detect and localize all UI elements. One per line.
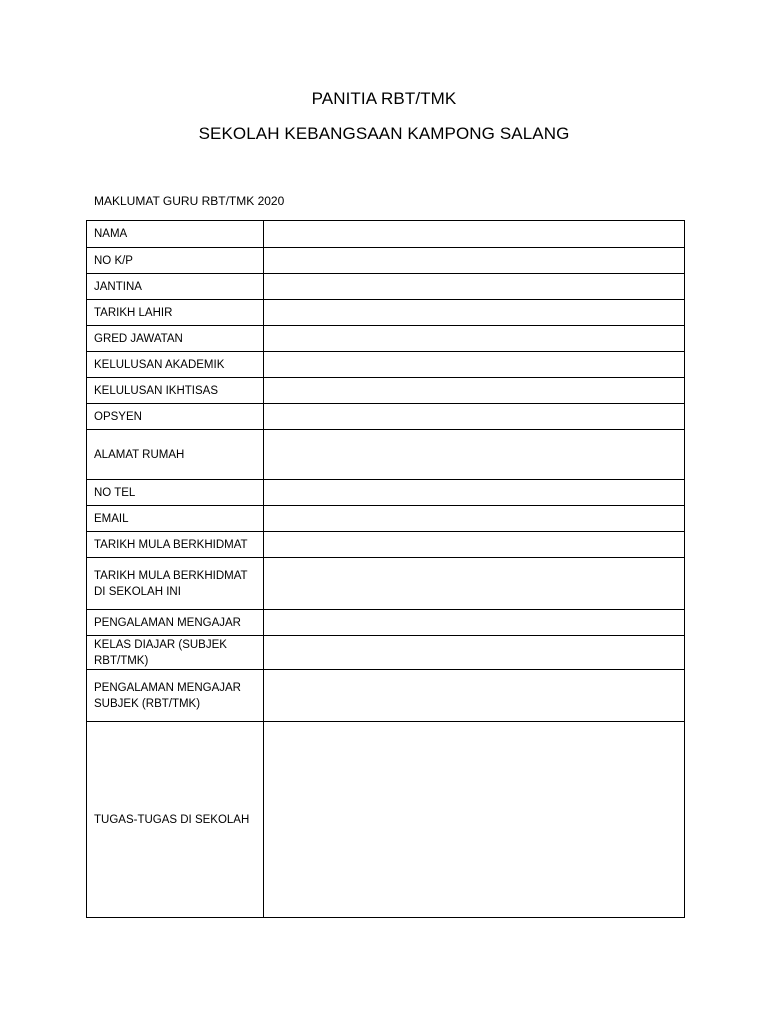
field-value-opsyen[interactable] [264,404,685,430]
field-label-kelas-diajar: KELAS DIAJAR (SUBJEK RBT/TMK) [87,636,264,670]
field-label-no-kp: NO K/P [87,248,264,274]
table-row [87,352,685,378]
field-label-tarikh-mula-berkhidmat: TARIKH MULA BERKHIDMAT [87,532,264,558]
document-subtitle: SEKOLAH KEBANGSAAN KAMPONG SALANG [198,124,570,143]
field-label-pengalaman-mengajar: PENGALAMAN MENGAJAR [87,610,264,636]
field-value-no-kp[interactable] [264,248,685,274]
field-label-alamat-rumah: ALAMAT RUMAH [87,430,264,480]
field-value-email[interactable] [264,506,685,532]
table-row [87,636,685,670]
table-row [87,326,685,352]
document-title: PANITIA RBT/TMK [311,89,457,108]
field-value-kelas-diajar[interactable] [264,636,685,670]
table-row [87,221,685,248]
field-value-pengalaman-subjek[interactable] [264,670,685,722]
field-label-tarikh-mula-di-sekolah: TARIKH MULA BERKHIDMAT DI SEKOLAH INI [87,558,264,610]
table-row [87,722,685,918]
field-label-opsyen: OPSYEN [87,404,264,430]
table-row [87,430,685,480]
field-label-email: EMAIL [87,506,264,532]
table-row [87,248,685,274]
field-value-jantina[interactable] [264,274,685,300]
field-label-kelulusan-akademik: KELULUSAN AKADEMIK [87,352,264,378]
field-value-tarikh-lahir[interactable] [264,300,685,326]
field-value-tugas-di-sekolah[interactable] [264,722,685,918]
table-row [87,670,685,722]
field-value-tarikh-mula-di-sekolah[interactable] [264,558,685,610]
table-row [87,274,685,300]
table-row [87,480,685,506]
table-row [87,558,685,610]
field-label-pengalaman-subjek: PENGALAMAN MENGAJAR SUBJEK (RBT/TMK) [87,670,264,722]
field-value-alamat-rumah[interactable] [264,430,685,480]
field-value-kelulusan-akademik[interactable] [264,352,685,378]
table-row [87,532,685,558]
table-row [87,506,685,532]
field-value-tarikh-mula-berkhidmat[interactable] [264,532,685,558]
field-label-kelulusan-ikhtisas: KELULUSAN IKHTISAS [87,378,264,404]
table-row [87,378,685,404]
field-value-kelulusan-ikhtisas[interactable] [264,378,685,404]
teacher-info-table [86,220,685,918]
field-value-no-tel[interactable] [264,480,685,506]
field-label-tarikh-lahir: TARIKH LAHIR [87,300,264,326]
field-label-no-tel: NO TEL [87,480,264,506]
field-label-gred-jawatan: GRED JAWATAN [87,326,264,352]
field-value-gred-jawatan[interactable] [264,326,685,352]
table-row [87,300,685,326]
table-row [87,610,685,636]
table-row [87,404,685,430]
section-label: MAKLUMAT GURU RBT/TMK 2020 [94,194,285,208]
field-value-nama[interactable] [264,221,685,248]
field-label-nama: NAMA [87,221,264,248]
field-label-jantina: JANTINA [87,274,264,300]
field-value-pengalaman-mengajar[interactable] [264,610,685,636]
field-label-tugas-di-sekolah: TUGAS-TUGAS DI SEKOLAH [87,722,264,918]
